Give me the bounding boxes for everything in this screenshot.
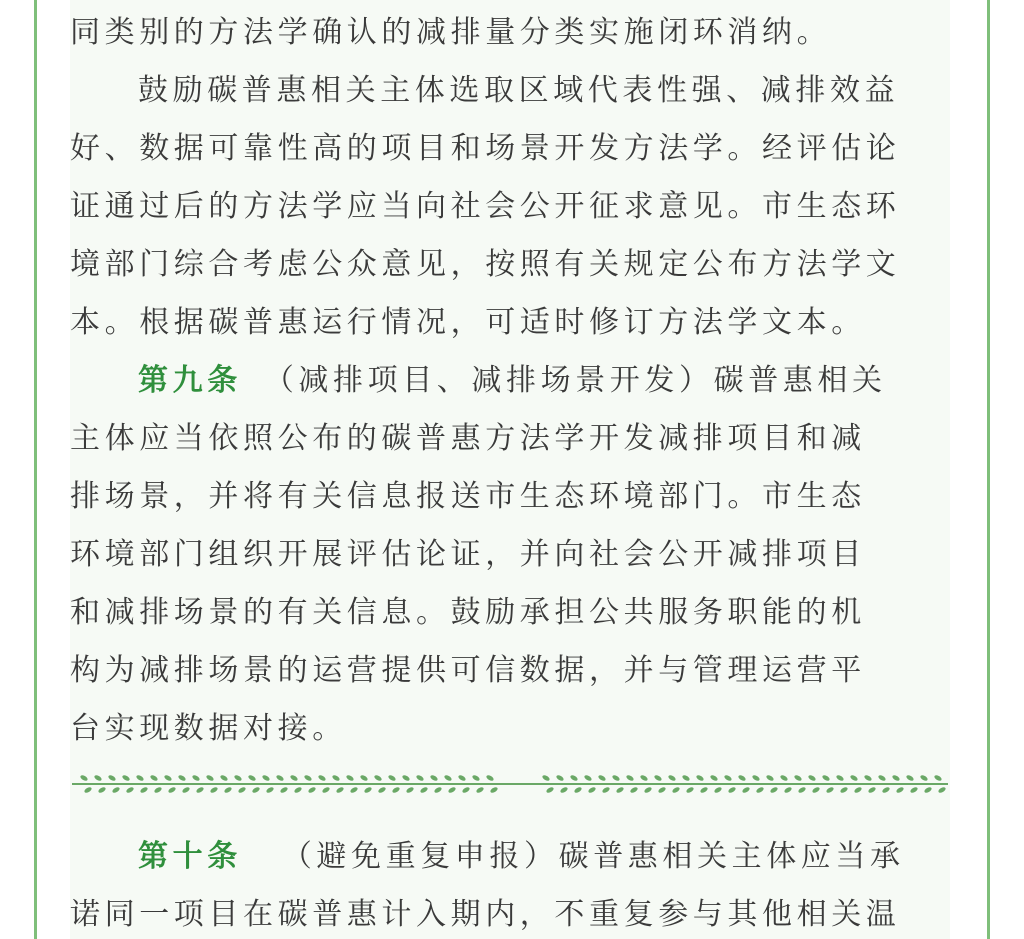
vine-leaf	[457, 774, 466, 782]
vine-leaf	[583, 774, 592, 782]
vine-leaf	[373, 774, 382, 782]
vine-leaf	[223, 786, 232, 794]
vine-leaf	[475, 786, 484, 794]
vine-leaf	[559, 786, 568, 794]
vine-leaf	[587, 786, 596, 794]
vine-leaf	[727, 786, 736, 794]
vine-leaf	[629, 786, 638, 794]
vine-leaf	[639, 774, 648, 782]
vine-leaf	[209, 786, 218, 794]
vine-leaf	[849, 774, 858, 782]
text-line: 好、数据可靠性高的项目和场景开发方法学。经评估论	[70, 131, 901, 166]
vine-leaf	[195, 786, 204, 794]
vine-divider-icon	[70, 766, 950, 802]
vine-leaf	[937, 786, 946, 794]
vine-leaf	[853, 786, 862, 794]
vine-leaf	[877, 774, 886, 782]
text-line: 台实现数据对接。	[70, 711, 347, 746]
vine-leaf	[335, 786, 344, 794]
vine-leaf	[461, 786, 470, 794]
text-line: 境部门综合考虑公众意见，按照有关规定公布方法学文	[70, 247, 901, 282]
vine-leaf	[765, 774, 774, 782]
vine-leaf	[891, 774, 900, 782]
vine-leaf	[405, 786, 414, 794]
vine-leaf	[79, 774, 88, 782]
document-content	[70, 0, 950, 939]
vine-leaf	[443, 774, 452, 782]
vine-leaf	[97, 786, 106, 794]
vine-leaf	[139, 786, 148, 794]
vine-leaf	[783, 786, 792, 794]
article-9-first-line	[70, 352, 950, 410]
vine-leaf	[237, 786, 246, 794]
vine-leaf	[433, 786, 442, 794]
vine-leaf	[695, 774, 704, 782]
vine-leaf	[181, 786, 190, 794]
vine-leaf	[797, 786, 806, 794]
text-line: 本。根据碳普惠运行情况，可适时修订方法学文本。	[70, 305, 866, 340]
vine-leaf	[135, 774, 144, 782]
vine-leaf	[321, 786, 330, 794]
vine-leaf	[667, 774, 676, 782]
left-border-line	[34, 0, 37, 939]
vine-leaf	[541, 774, 550, 782]
vine-leaf	[279, 786, 288, 794]
paragraph-2	[70, 62, 950, 352]
vine-leaf	[867, 786, 876, 794]
vine-leaf	[713, 786, 722, 794]
text-line: （避免重复申报）碳普惠相关主体应当承	[281, 839, 905, 874]
vine-leaf	[219, 774, 228, 782]
right-border-line	[987, 0, 990, 939]
text-line: （减排项目、减排场景开发）碳普惠相关	[263, 363, 887, 398]
vine-leaf	[233, 774, 242, 782]
text-line: 同类别的方法学确认的减排量分类实施闭环消纳。	[70, 15, 832, 50]
vine-leaf	[755, 786, 764, 794]
vine-leaf	[919, 774, 928, 782]
vine-leaf	[881, 786, 890, 794]
vine-leaf	[905, 774, 914, 782]
vine-leaf	[167, 786, 176, 794]
vine-leaf	[895, 786, 904, 794]
vine-leaf	[793, 774, 802, 782]
vine-leaf	[821, 774, 830, 782]
text-line: 主体应当依照公布的碳普惠方法学开发减排项目和减	[70, 421, 866, 456]
vine-leaf	[153, 786, 162, 794]
vine-leaf	[275, 774, 284, 782]
paragraph-1	[70, 4, 950, 62]
vine-leaf	[471, 774, 480, 782]
vine-leaf	[261, 774, 270, 782]
vine-leaf	[699, 786, 708, 794]
article-10-first-line	[70, 828, 950, 886]
vine-leaf	[447, 786, 456, 794]
vine-leaf	[545, 786, 554, 794]
vine-leaf	[611, 774, 620, 782]
vine-leaf	[289, 774, 298, 782]
vine-leaf	[737, 774, 746, 782]
text-line: 排场景，并将有关信息报送市生态环境部门。市生态	[70, 479, 866, 514]
vine-leaf	[643, 786, 652, 794]
vine-leaf	[251, 786, 260, 794]
vine-leaf	[125, 786, 134, 794]
vine-leaf	[657, 786, 666, 794]
vine-leaf	[307, 786, 316, 794]
vine-leaf	[615, 786, 624, 794]
vine-leaf	[653, 774, 662, 782]
vine-leaf	[401, 774, 410, 782]
vine-leaf	[163, 774, 172, 782]
vine-leaf	[177, 774, 186, 782]
vine-leaf	[331, 774, 340, 782]
vine-leaf	[265, 786, 274, 794]
vine-leaf	[485, 774, 494, 782]
vine-leaf	[769, 786, 778, 794]
vine-leaf	[391, 786, 400, 794]
vine-leaf	[723, 774, 732, 782]
article-heading: 第十条	[138, 839, 242, 874]
vine-leaf	[681, 774, 690, 782]
vine-leaf	[573, 786, 582, 794]
vine-leaf	[111, 786, 120, 794]
vine-leaf	[839, 786, 848, 794]
vine-leaf	[779, 774, 788, 782]
text-line: 诺同一项目在碳普惠计入期内，不重复参与其他相关温	[70, 897, 901, 932]
text-line: 环境部门组织开展评估论证，并向社会公开减排项目	[70, 537, 866, 572]
vine-leaf	[751, 774, 760, 782]
vine-leaf	[933, 774, 942, 782]
vine-leaf	[709, 774, 718, 782]
vine-leaf	[387, 774, 396, 782]
vine-leaf	[293, 786, 302, 794]
vine-leaf	[349, 786, 358, 794]
vine-leaf	[107, 774, 116, 782]
vine-leaf	[807, 774, 816, 782]
vine-leaf	[83, 786, 92, 794]
vine-leaf	[671, 786, 680, 794]
vine-leaf	[149, 774, 158, 782]
vine-leaf	[93, 774, 102, 782]
vine-leaf	[191, 774, 200, 782]
vine-leaf	[415, 774, 424, 782]
text-line: 鼓励碳普惠相关主体选取区域代表性强、减排效益	[138, 73, 900, 108]
vine-leaf	[377, 786, 386, 794]
vine-leaf	[317, 774, 326, 782]
vine-leaf	[419, 786, 428, 794]
vine-leaf	[303, 774, 312, 782]
vine-leaf	[429, 774, 438, 782]
vine-leaf	[825, 786, 834, 794]
vine-leaf	[811, 786, 820, 794]
vine-leaf	[247, 774, 256, 782]
vine-leaf	[363, 786, 372, 794]
vine-leaf	[205, 774, 214, 782]
vine-leaf	[359, 774, 368, 782]
vine-leaf	[601, 786, 610, 794]
vine-leaf	[685, 786, 694, 794]
vine-leaf	[625, 774, 634, 782]
article-9	[70, 352, 950, 758]
vine-leaf	[345, 774, 354, 782]
vine-leaf	[569, 774, 578, 782]
vine-leaf	[489, 786, 498, 794]
vine-leaf	[909, 786, 918, 794]
vine-leaf	[555, 774, 564, 782]
text-line: 构为减排场景的运营提供可信数据，并与管理运营平	[70, 653, 866, 688]
vine-leaf	[597, 774, 606, 782]
vine-leaf	[741, 786, 750, 794]
vine-leaf	[863, 774, 872, 782]
vine-leaf	[121, 774, 130, 782]
text-line: 证通过后的方法学应当向社会公开征求意见。市生态环	[70, 189, 901, 224]
vine-leaf	[923, 786, 932, 794]
article-heading: 第九条	[138, 363, 242, 398]
text-line: 和减排场景的有关信息。鼓励承担公共服务职能的机	[70, 595, 866, 630]
vine-leaf	[835, 774, 844, 782]
article-10	[70, 828, 950, 939]
